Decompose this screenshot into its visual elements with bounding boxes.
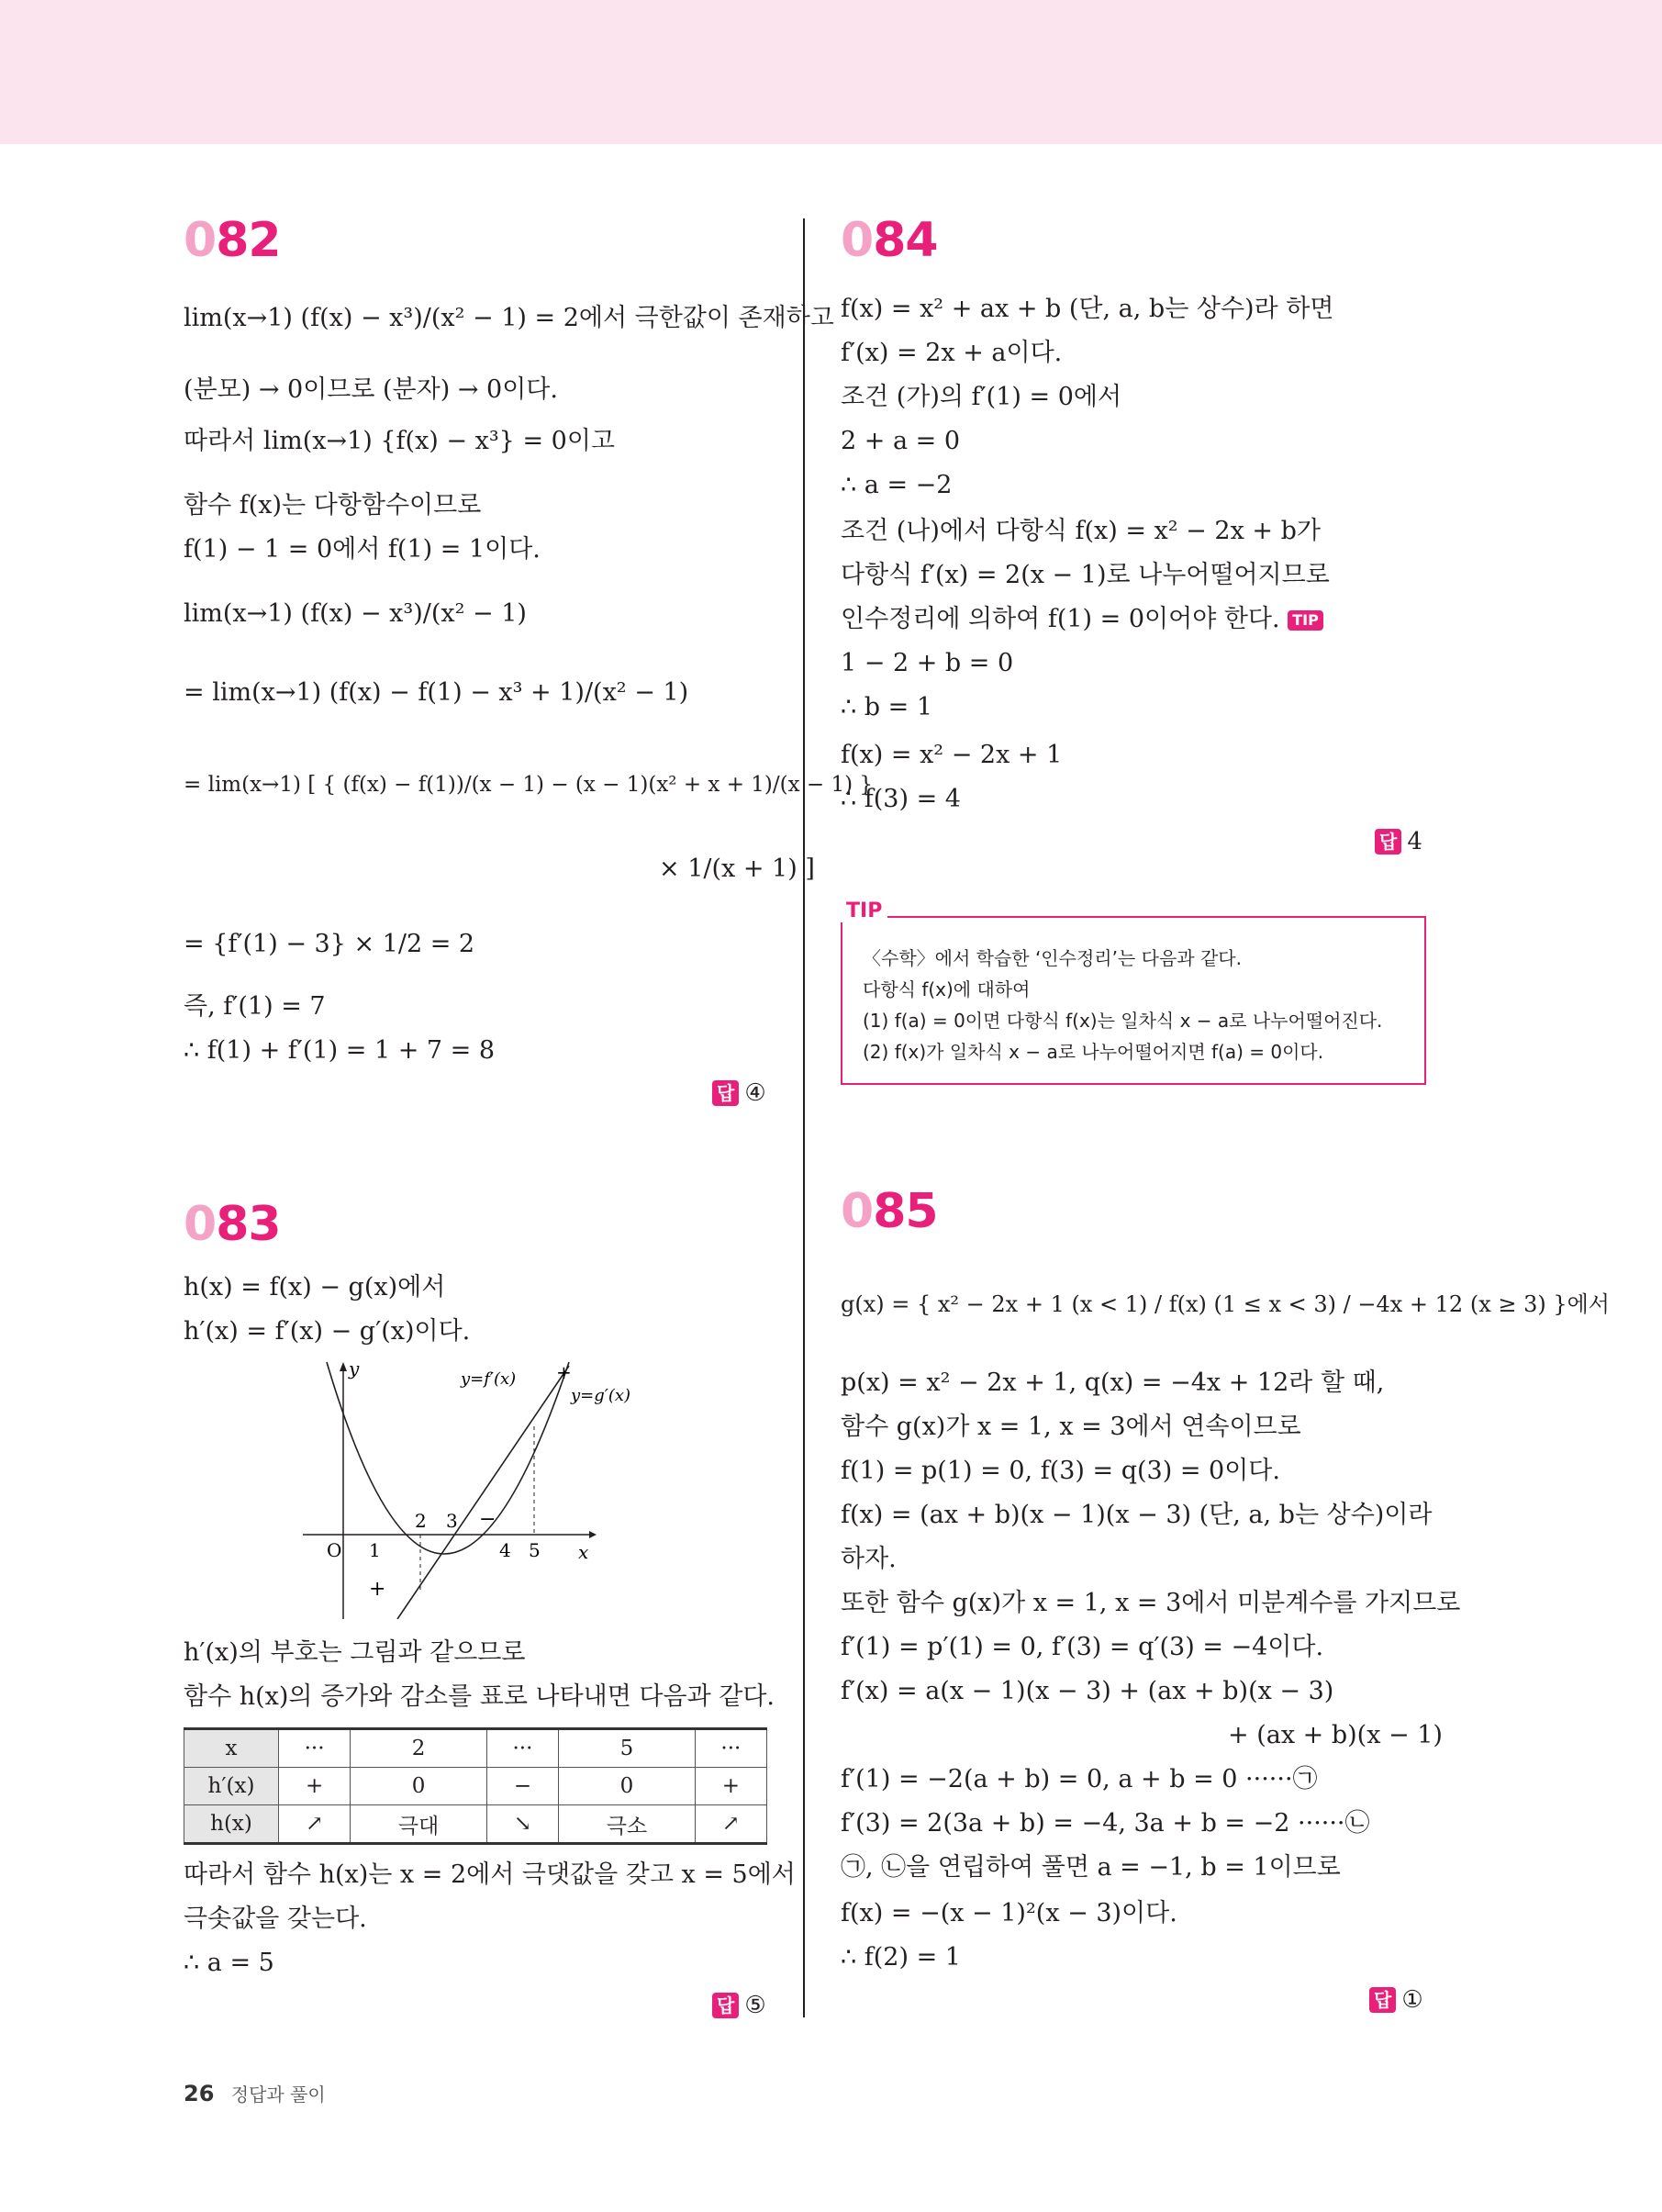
solution-line: h′(x) = f′(x) − g′(x)이다. xyxy=(184,1317,471,1346)
solution-line: f(1) = p(1) = 0, f(3) = q(3) = 0이다. xyxy=(841,1457,1280,1485)
solution-line: 1 − 2 + b = 0 xyxy=(841,649,1014,677)
solution-line: h′(x)의 부호는 그림과 같으므로 xyxy=(184,1638,526,1667)
table-cell: 극대 xyxy=(351,1805,487,1844)
table-cell: 5 xyxy=(559,1729,696,1768)
page-number: 26 xyxy=(184,2081,215,2106)
solution-line: = lim(x→1) (f(x) − f(1) − x³ + 1)/(x² − 1) xyxy=(184,678,689,707)
table-cell: 0 xyxy=(559,1768,696,1805)
solution-line: 또한 함수 g(x)가 x = 1, x = 3에서 미분계수를 가지므로 xyxy=(841,1589,1461,1617)
tip-line: 〈수학〉에서 학습한 ‘인수정리’는 다음과 같다. xyxy=(863,947,1242,969)
solution-line: f(x) = (ax + b)(x − 1)(x − 3) (단, a, b는 상수)이라 xyxy=(841,1501,1433,1529)
tick-1: 1 xyxy=(369,1539,381,1561)
answer-tag: 답 xyxy=(1375,829,1401,855)
solution-line: lim(x→1) (f(x) − x³)/(x² − 1) xyxy=(184,599,527,628)
column-divider xyxy=(803,218,805,2017)
table-cell: + xyxy=(279,1768,351,1805)
solution-line xyxy=(841,604,1323,635)
table-cell: + xyxy=(695,1768,766,1805)
table-cell: h′(x) xyxy=(184,1768,279,1805)
solution-line: g(x) = { x² − 2x + 1 (x < 1) / f(x) (1 ≤ x < 3) / −4x + 12 (x ≥ 3) }에서 xyxy=(841,1291,1610,1317)
solution-line: ㉠, ㉡을 연립하여 풀면 a = −1, b = 1이므로 xyxy=(841,1853,1341,1882)
tip-badge: TIP xyxy=(1288,610,1323,631)
table-row xyxy=(184,1805,767,1844)
table-cell: ··· xyxy=(695,1729,766,1768)
solution-line: 조건 (가)의 f′(1) = 0에서 xyxy=(841,383,1122,411)
header-band xyxy=(0,0,1662,144)
table-cell: − xyxy=(486,1768,558,1805)
answer-083 xyxy=(712,1992,766,2019)
answer-value: ⑤ xyxy=(744,1992,766,2019)
solution-line: f′(x) = a(x − 1)(x − 3) + (ax + b)(x − 3) xyxy=(841,1677,1334,1705)
solution-line: 따라서 함수 h(x)는 x = 2에서 극댓값을 갖고 x = 5에서 xyxy=(184,1860,796,1889)
solution-line: ∴ a = 5 xyxy=(184,1949,274,1977)
answer-value: ① xyxy=(1401,1986,1423,2014)
answer-084 xyxy=(1375,828,1422,855)
tick-5: 5 xyxy=(529,1539,541,1561)
table-cell: ↗ xyxy=(695,1805,766,1844)
solution-line: f′(1) = −2(a + b) = 0, a + b = 0 ······㉠ xyxy=(841,1765,1318,1793)
table-cell: ··· xyxy=(486,1729,558,1768)
solution-line: 2 + a = 0 xyxy=(841,427,961,455)
solution-line: f(x) = x² − 2x + 1 xyxy=(841,741,1063,769)
problem-number-082: 082 xyxy=(184,213,281,268)
solution-line: 조건 (나)에서 다항식 f(x) = x² − 2x + b가 xyxy=(841,517,1321,545)
sign-plus-right: + xyxy=(556,1361,572,1383)
answer-value: 4 xyxy=(1407,828,1422,855)
increase-decrease-table xyxy=(184,1727,767,1845)
f-prime-label: y=f′(x) xyxy=(461,1369,517,1389)
table-row xyxy=(184,1729,767,1768)
solution-line: 함수 g(x)가 x = 1, x = 3에서 연속이므로 xyxy=(841,1413,1301,1441)
solution-line: f′(1) = p′(1) = 0, f′(3) = q′(3) = −4이다. xyxy=(841,1633,1324,1661)
derivative-graph xyxy=(303,1360,652,1619)
x-axis-arrow xyxy=(589,1531,597,1538)
table-cell: 2 xyxy=(351,1729,487,1768)
solution-line: ∴ f(3) = 4 xyxy=(841,785,961,813)
table-cell: x xyxy=(184,1729,279,1768)
tip-line: (1) f(a) = 0이면 다항식 f(x)는 일차식 x − a로 나누어떨어진다. xyxy=(863,1010,1383,1032)
solution-line: 하자. xyxy=(841,1545,897,1573)
solution-line: ∴ b = 1 xyxy=(841,693,933,721)
solution-line: 함수 h(x)의 증가와 감소를 표로 나타내면 다음과 같다. xyxy=(184,1682,775,1711)
g-prime-label: y=g′(x) xyxy=(571,1386,631,1405)
x-label: x xyxy=(578,1541,589,1563)
problem-number-084: 084 xyxy=(841,213,938,268)
solution-line: (분모) → 0이므로 (분자) → 0이다. xyxy=(184,375,558,404)
solution-line: ∴ f(1) + f′(1) = 1 + 7 = 8 xyxy=(184,1036,496,1065)
table-cell: ··· xyxy=(279,1729,351,1768)
solution-line: 즉, f′(1) = 7 xyxy=(184,992,326,1021)
answer-tag: 답 xyxy=(1369,1987,1396,2013)
table-cell: ↘ xyxy=(486,1805,558,1844)
tip-line: (2) f(x)가 일차식 x − a로 나누어떨어지면 f(a) = 0이다. xyxy=(863,1041,1324,1063)
solution-line: × 1/(x + 1) ] xyxy=(659,855,815,883)
solution-line: f′(x) = 2x + a이다. xyxy=(841,339,1063,367)
tick-4: 4 xyxy=(499,1539,511,1561)
answer-tag: 답 xyxy=(712,1080,739,1106)
solution-line: ∴ a = −2 xyxy=(841,471,953,499)
answer-tag: 답 xyxy=(712,1993,739,2018)
table-cell: 0 xyxy=(351,1768,487,1805)
table-cell: ↗ xyxy=(279,1805,351,1844)
g-prime-line xyxy=(397,1366,569,1619)
tick-2: 2 xyxy=(415,1510,427,1532)
problem-number-083: 083 xyxy=(184,1197,281,1252)
page-footer xyxy=(184,2080,326,2106)
solution-line: h(x) = f(x) − g(x)에서 xyxy=(184,1273,446,1302)
tip-line: 다항식 f(x)에 대하여 xyxy=(863,978,1031,1000)
solution-line: = {f′(1) − 3} × 1/2 = 2 xyxy=(184,930,475,958)
solution-line: 극솟값을 갖는다. xyxy=(184,1905,367,1933)
answer-value: ④ xyxy=(744,1079,766,1107)
section-title: 정답과 풀이 xyxy=(230,2084,326,2106)
answer-082 xyxy=(712,1079,766,1107)
answer-085 xyxy=(1369,1986,1423,2014)
y-label: y xyxy=(349,1360,360,1380)
solution-line: ∴ f(2) = 1 xyxy=(841,1943,961,1972)
solution-line: 따라서 lim(x→1) {f(x) − x³} = 0이고 xyxy=(184,427,615,455)
solution-line: 다항식 f′(x) = 2(x − 1)로 나누어떨어지므로 xyxy=(841,561,1330,589)
solution-line: p(x) = x² − 2x + 1, q(x) = −4x + 12라 할 때, xyxy=(841,1369,1385,1397)
solution-line: lim(x→1) (f(x) − x³)/(x² − 1) = 2에서 극한값이 존재하고 xyxy=(184,304,834,332)
sign-minus: − xyxy=(479,1508,496,1531)
origin-label: O xyxy=(327,1539,342,1561)
solution-line: + (ax + b)(x − 1) xyxy=(1228,1721,1443,1749)
solution-line: = lim(x→1) [ { (f(x) − f(1))/(x − 1) − (x − 1)(x² + x + 1)/(x − 1) } xyxy=(184,773,874,797)
table-cell: 극소 xyxy=(559,1805,696,1844)
y-axis-arrow xyxy=(340,1362,347,1371)
problem-number-085: 085 xyxy=(841,1184,938,1239)
solution-line: f′(3) = 2(3a + b) = −4, 3a + b = −2 ······㉡ xyxy=(841,1809,1370,1838)
solution-line: f(1) − 1 = 0에서 f(1) = 1이다. xyxy=(184,535,541,564)
solution-line: f(x) = x² + ax + b (단, a, b는 상수)라 하면 xyxy=(841,295,1334,323)
solution-line: 함수 f(x)는 다항함수이므로 xyxy=(184,491,482,519)
sign-plus-left: + xyxy=(369,1578,386,1601)
table-cell: h(x) xyxy=(184,1805,279,1844)
solution-text: 인수정리에 의하여 f(1) = 0이어야 한다. xyxy=(841,605,1280,633)
table-row xyxy=(184,1768,767,1805)
solution-line: f(x) = −(x − 1)²(x − 3)이다. xyxy=(841,1899,1177,1927)
tick-3: 3 xyxy=(446,1510,458,1532)
tip-title: TIP xyxy=(841,899,887,922)
